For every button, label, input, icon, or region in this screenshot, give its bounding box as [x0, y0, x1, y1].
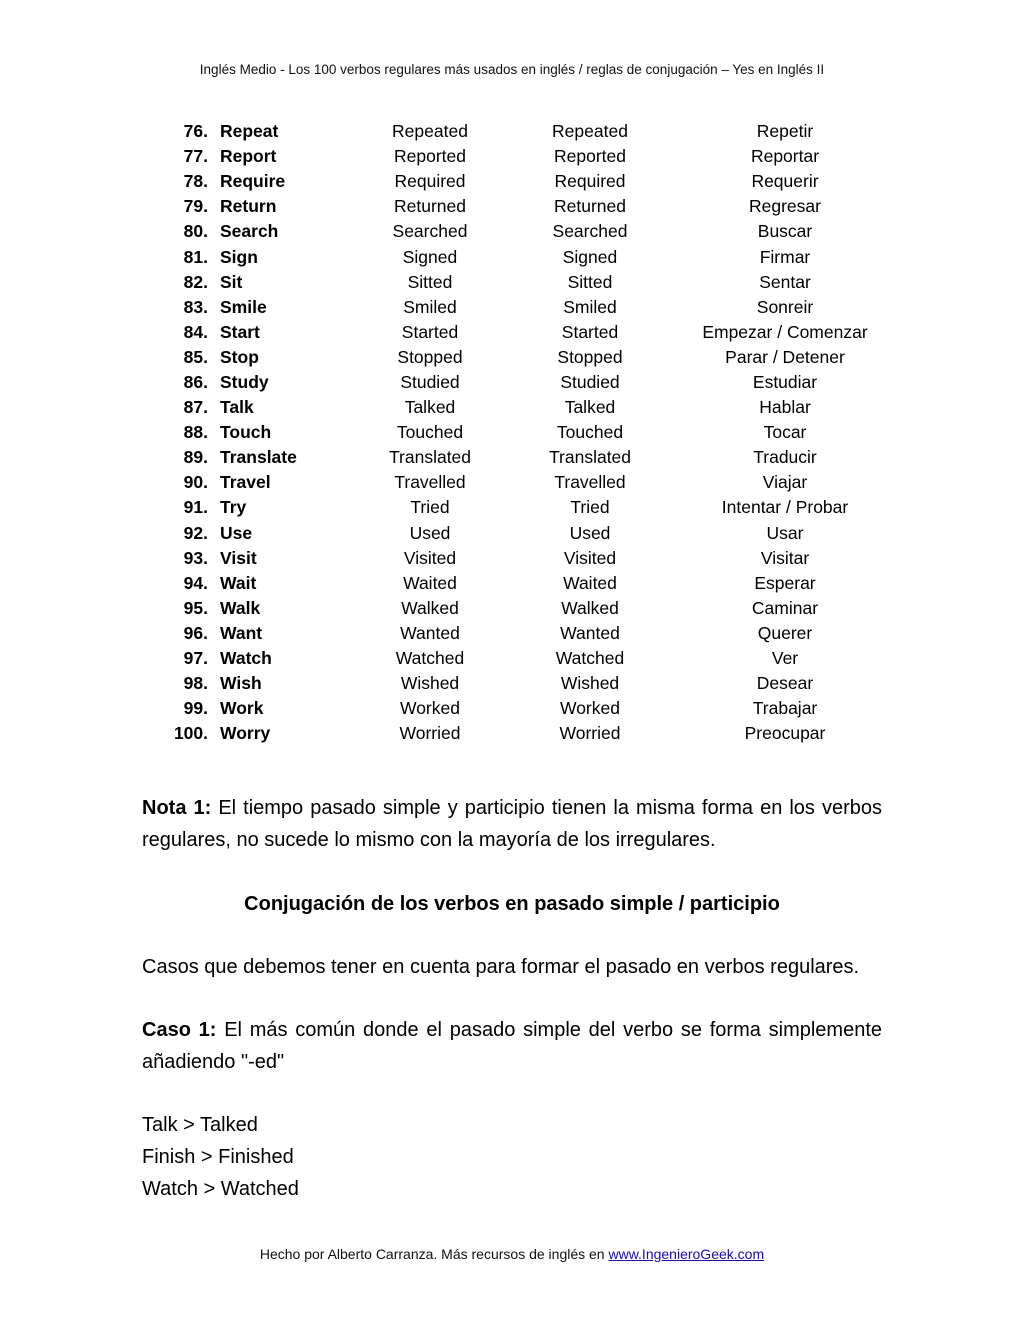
verb-past: Smiled: [403, 296, 457, 317]
table-row: [160, 470, 900, 495]
table-row: [160, 345, 900, 370]
verb-participle: Walked: [561, 597, 619, 618]
verb-number: 97.: [183, 648, 208, 669]
verb-base: Sit: [220, 271, 243, 292]
verb-participle: Sitted: [567, 271, 613, 292]
verb-number: 92.: [183, 522, 208, 543]
verb-past: Sitted: [407, 271, 453, 292]
verb-participle: Required: [554, 171, 626, 192]
verb-number: 88.: [183, 422, 208, 443]
verb-base: Study: [220, 371, 269, 392]
verb-spanish: Ver: [771, 648, 799, 669]
verb-participle: Talked: [564, 397, 616, 418]
verb-spanish: Reportar: [750, 146, 820, 167]
verb-spanish: Esperar: [754, 572, 816, 593]
verb-base: Smile: [220, 296, 267, 317]
verb-past: Returned: [394, 196, 466, 217]
table-row: [160, 370, 900, 395]
verb-spanish: Caminar: [751, 597, 819, 618]
page-header: Inglés Medio - Los 100 verbos regulares más usados en inglés / reglas de conjugación – Yes en Inglés II: [199, 62, 825, 77]
verb-spanish: Requerir: [751, 171, 819, 192]
verb-number: 91.: [183, 497, 208, 518]
verb-spanish: Preocupar: [744, 723, 826, 744]
verb-base: Work: [220, 698, 264, 719]
note-1-label: Nota 1:: [142, 797, 212, 819]
footer-text: Hecho por Alberto Carranza. Más recursos de inglés en: [259, 1246, 609, 1262]
verb-number: 87.: [183, 397, 208, 418]
verb-past: Signed: [402, 246, 458, 267]
section-title: Conjugación de los verbos en pasado simple / participio: [244, 893, 780, 915]
verb-spanish: Parar / Detener: [725, 346, 845, 367]
table-row: [160, 420, 900, 445]
verb-number: 86.: [183, 371, 208, 392]
intro-text: Casos que debemos tener en cuenta para formar el pasado en verbos regulares.: [142, 956, 860, 978]
table-row: [160, 270, 900, 295]
verb-table-body: [160, 119, 900, 746]
verb-number: 78.: [183, 171, 208, 192]
verb-past: Worked: [400, 698, 460, 719]
verb-past: Waited: [403, 572, 457, 593]
verb-past: Translated: [388, 447, 472, 468]
verb-base: Return: [220, 196, 277, 217]
table-row: [160, 395, 900, 420]
verb-spanish: Trabajar: [752, 698, 818, 719]
table-row: [160, 596, 900, 621]
verb-number: 77.: [183, 146, 208, 167]
verb-table: [160, 119, 900, 746]
verb-spanish: Tocar: [763, 422, 807, 443]
verb-past: Used: [409, 522, 451, 543]
verb-past: Started: [401, 321, 459, 342]
verb-participle: Wanted: [560, 622, 620, 643]
table-row: [160, 495, 900, 520]
example-item: Finish > Finished: [142, 1146, 294, 1168]
verb-number: 84.: [183, 321, 208, 342]
verb-base: Walk: [220, 597, 261, 618]
verb-number: 83.: [183, 296, 208, 317]
verb-base: Travel: [220, 472, 271, 493]
verb-number: 100.: [173, 723, 208, 744]
verb-spanish: Desear: [756, 673, 814, 694]
verb-past: Talked: [404, 397, 456, 418]
verb-number: 89.: [183, 447, 208, 468]
verb-spanish: Hablar: [759, 397, 811, 418]
verb-base: Report: [220, 146, 277, 167]
verb-participle: Stopped: [557, 346, 623, 367]
verb-spanish: Traducir: [753, 447, 817, 468]
verb-past: Travelled: [394, 472, 466, 493]
verb-spanish: Estudiar: [752, 371, 818, 392]
verb-past: Worried: [399, 723, 461, 744]
note-1: [142, 792, 882, 856]
verb-base: Touch: [220, 422, 272, 443]
case-1-text: El más común donde el pasado simple del verbo se forma simplemente añadiendo "-ed": [142, 1019, 882, 1073]
table-row: [160, 521, 900, 546]
verb-participle: Started: [561, 321, 619, 342]
verb-spanish: Regresar: [749, 196, 821, 217]
verb-number: 95.: [183, 597, 208, 618]
verb-number: 90.: [183, 472, 208, 493]
verb-participle: Travelled: [554, 472, 626, 493]
footer-link[interactable]: www.IngenieroGeek.com: [608, 1246, 765, 1262]
table-row: [160, 219, 900, 244]
case-1-label: Caso 1:: [142, 1019, 217, 1041]
verb-spanish: Firmar: [759, 246, 811, 267]
verb-number: 80.: [183, 221, 208, 242]
verb-number: 85.: [183, 346, 208, 367]
verb-base: Sign: [220, 246, 258, 267]
verb-base: Translate: [220, 447, 297, 468]
verb-past: Required: [394, 171, 466, 192]
verb-base: Visit: [220, 547, 257, 568]
table-row: [160, 621, 900, 646]
verb-past: Stopped: [397, 346, 463, 367]
verb-spanish: Empezar / Comenzar: [702, 321, 868, 342]
verb-spanish: Usar: [766, 522, 804, 543]
table-row: [160, 571, 900, 596]
verb-base: Stop: [220, 346, 259, 367]
verb-spanish: Viajar: [762, 472, 808, 493]
verb-past: Wished: [400, 673, 460, 694]
verb-number: 82.: [183, 271, 208, 292]
table-row: [160, 646, 900, 671]
verb-participle: Waited: [563, 572, 617, 593]
verb-number: 94.: [183, 572, 208, 593]
verb-number: 98.: [183, 673, 208, 694]
verb-base: Require: [220, 171, 286, 192]
verb-participle: Reported: [554, 146, 626, 167]
verb-participle: Used: [569, 522, 611, 543]
verb-base: Wait: [220, 572, 257, 593]
verb-base: Want: [220, 622, 263, 643]
verb-base: Wish: [220, 673, 262, 694]
table-row: [160, 295, 900, 320]
table-row: [160, 546, 900, 571]
example-item: Watch > Watched: [142, 1178, 299, 1200]
examples-list: [142, 1109, 882, 1205]
table-row: [160, 244, 900, 269]
table-row: [160, 671, 900, 696]
verb-number: 99.: [183, 698, 208, 719]
table-row: [160, 144, 900, 169]
verb-participle: Smiled: [563, 296, 617, 317]
verb-spanish: Repetir: [756, 121, 814, 142]
note-1-text: El tiempo pasado simple y participio tienen la misma forma en los verbos regulares, no sucede lo mismo con la mayoría de los irregulares.: [142, 797, 882, 851]
verb-past: Touched: [396, 422, 464, 443]
verb-base: Search: [220, 221, 279, 242]
verb-spanish: Sentar: [759, 271, 811, 292]
table-row: [160, 445, 900, 470]
verb-participle: Wished: [560, 673, 620, 694]
table-row: [160, 721, 900, 746]
verb-base: Start: [220, 321, 260, 342]
verb-number: 96.: [183, 622, 208, 643]
verb-past: Repeated: [392, 121, 468, 142]
verb-participle: Searched: [552, 221, 628, 242]
verb-participle: Watched: [555, 648, 625, 669]
table-row: [160, 169, 900, 194]
verb-spanish: Sonreir: [756, 296, 814, 317]
verb-participle: Returned: [554, 196, 626, 217]
table-row: [160, 119, 900, 144]
verb-base: Use: [220, 522, 253, 543]
verb-number: 79.: [183, 196, 208, 217]
verb-participle: Touched: [556, 422, 624, 443]
verb-base: Watch: [220, 648, 272, 669]
verb-spanish: Intentar / Probar: [721, 497, 849, 518]
example-item: Talk > Talked: [142, 1114, 258, 1136]
verb-base: Worry: [220, 723, 271, 744]
verb-participle: Tried: [570, 497, 610, 518]
table-row: [160, 194, 900, 219]
verb-past: Watched: [395, 648, 465, 669]
page-footer: [0, 1246, 1024, 1262]
verb-participle: Signed: [562, 246, 618, 267]
verb-past: Studied: [400, 371, 460, 392]
verb-number: 81.: [183, 246, 208, 267]
verb-past: Visited: [403, 547, 457, 568]
verb-past: Wanted: [400, 622, 460, 643]
table-row: [160, 320, 900, 345]
verb-past: Walked: [401, 597, 459, 618]
verb-spanish: Visitar: [760, 547, 810, 568]
verb-spanish: Querer: [757, 622, 813, 643]
verb-base: Try: [220, 497, 247, 518]
verb-past: Reported: [394, 146, 466, 167]
case-1: [142, 1014, 882, 1078]
verb-past: Searched: [392, 221, 468, 242]
verb-number: 93.: [183, 547, 208, 568]
verb-spanish: Buscar: [757, 221, 813, 242]
table-row: [160, 696, 900, 721]
verb-participle: Studied: [560, 371, 620, 392]
verb-participle: Worried: [559, 723, 621, 744]
verb-participle: Worked: [560, 698, 620, 719]
verb-base: Repeat: [220, 121, 279, 142]
verb-base: Talk: [220, 397, 254, 418]
verb-participle: Translated: [548, 447, 632, 468]
verb-participle: Repeated: [552, 121, 628, 142]
verb-participle: Visited: [563, 547, 617, 568]
verb-past: Tried: [410, 497, 450, 518]
verb-number: 76.: [183, 121, 208, 142]
